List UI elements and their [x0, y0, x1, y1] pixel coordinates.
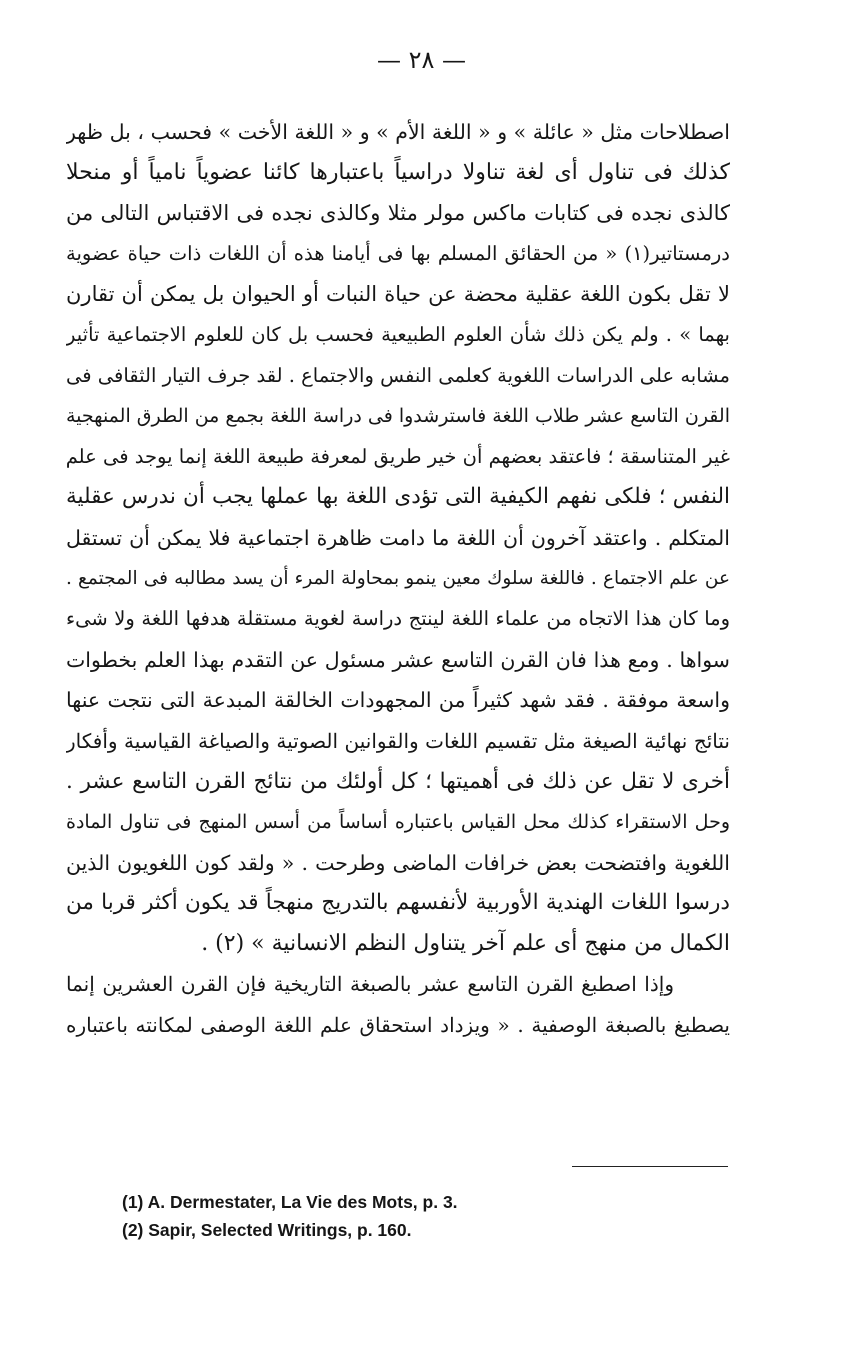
text-line: الكمال من منهج أى علم آخر يتناول النظم الانسانية » (٢) . [201, 930, 730, 956]
text-line: المتكلم . واعتقد آخرون أن اللغة ما دامت ظاهرة اجتماعية فلا يمكن أن تستقل [66, 525, 730, 550]
text-line: سواها . ومع هذا فان القرن التاسع عشر مسئول عن التقدم بهذا العلم بخطوات [66, 647, 730, 672]
text-line: النفس ؛ فلكى نفهم الكيفية التى تؤدى اللغة بها عملها يجب أن ندرس عقلية [66, 484, 730, 510]
text-line: واسعة موفقة . فقد شهد كثيراً من المجهودات الخالقة المبدعة التى نتجت عنها [66, 688, 730, 713]
text-line: غير المتناسقة ؛ فاعتقد بعضهم أن خير طريق لمعرفة طبيعة اللغة إنما يوجد فى علم [66, 444, 730, 468]
text-line: لا تقل بكون اللغة عقلية محضة عن حياة النبات أو الحيوان بل يمكن أن تقارن [66, 282, 730, 307]
text-line: أخرى لا تقل عن ذلك فى أهميتها ؛ كل أولئك من نتائج القرن التاسع عشر . [66, 768, 730, 794]
footnote-2: (2) Sapir, Selected Writings, p. 160. [122, 1220, 412, 1240]
footnote-1: (1) A. Dermestater, La Vie des Mots, p. 3. [122, 1192, 458, 1212]
text-line: كالذى نجده فى كتابات ماكس مولر مثلا وكالذى نجده فى الاقتباس التالى من [66, 201, 730, 226]
text-line: القرن التاسع عشر طلاب اللغة فاسترشدوا فى دراسة اللغة بجمع من الطرق المنهجية [66, 405, 730, 428]
text-line: يصطبغ بالصبغة الوصفية . « ويزداد استحقاق علم اللغة الوصفى لمكانته باعتباره [66, 1013, 730, 1038]
text-line: درمستاتير(١) « من الحقائق المسلم بها فى أيامنا هذه أن اللغات ذات حياة عضوية [66, 241, 730, 265]
text-line: وحل الاستقراء كذلك محل القياس باعتباره أساساً من أسس المنهج فى تناول المادة [66, 811, 730, 834]
paragraph-first-line: وإذا اصطبغ القرن التاسع عشر بالصبغة التاريخية فإن القرن العشرين إنما [66, 972, 674, 997]
text-line: بهما » . ولم يكن ذلك شأن العلوم الطبيعية فحسب بل كان للعلوم الاجتماعية تأثير [66, 322, 730, 346]
body-text [66, 112, 730, 1046]
text-line: عن علم الاجتماع . فاللغة سلوك معين ينمو بمحاولة المرء أن يسد مطالبه فى المجتمع . [66, 567, 730, 589]
text-line: اللغوية وافتضحت بعض خرافات الماضى وطرحت . « ولقد كون اللغويون الذين [66, 850, 730, 875]
text-line: كذلك فى تناول أى لغة تناولا دراسياً باعتبارها كائنا عضوياً نامياً أو منحلا [66, 159, 730, 185]
text-line: درسوا اللغات الهندية الأوربية لأنفسهم بالتدريج منهجاً قد يكون أكثر قربا من [66, 890, 730, 916]
text-line: مشابه على الدراسات اللغوية كعلمى النفس والاجتماع . لقد جرف التيار الثقافى فى [66, 363, 730, 387]
footnote-divider [572, 1166, 728, 1167]
footnotes [122, 1188, 722, 1244]
text-line: وما كان هذا الاتجاه من علماء اللغة لينتج دراسة لغوية مستقلة هدفها اللغة ولا شىء [66, 607, 730, 631]
page-number: — ٢٨ — [376, 46, 467, 74]
text-line: نتائج نهائية الصيغة مثل تقسيم اللغات والقوانين الصوتية والصياغة القياسية وأفكار [66, 728, 730, 753]
text-line: اصطلاحات مثل « عائلة » و « اللغة الأم » و « اللغة الأخت » فحسب ، بل ظهر [66, 120, 730, 144]
